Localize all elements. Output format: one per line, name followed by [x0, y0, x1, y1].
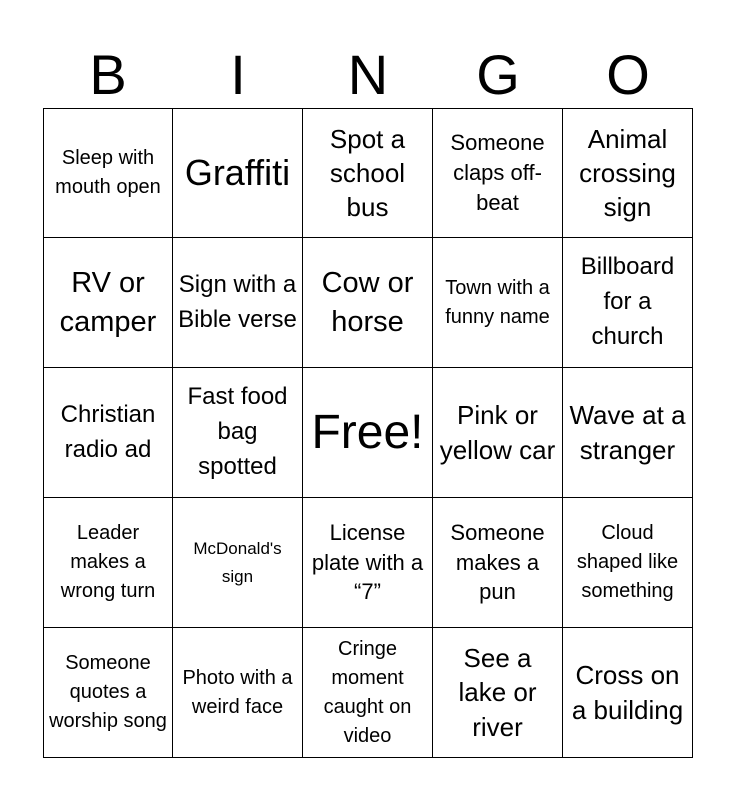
bingo-cell[interactable]: [43, 108, 173, 238]
free-space-label: Free!: [311, 405, 424, 459]
cell-label: License plate with a “7”: [311, 519, 424, 605]
bingo-cell[interactable]: [303, 108, 433, 238]
cell-label: Sleep with mouth open: [55, 147, 161, 198]
bingo-cell[interactable]: [43, 368, 173, 498]
cell-label: Spot a school bus: [329, 123, 406, 223]
cell-label: Animal crossing sign: [579, 123, 676, 223]
cell-label: Cloud shaped like something: [576, 522, 679, 602]
bingo-cell[interactable]: [43, 238, 173, 368]
bingo-cell[interactable]: [173, 498, 303, 628]
bingo-cell[interactable]: [433, 238, 563, 368]
header-letter-n: N: [347, 43, 389, 106]
cell-label: Someone claps off-beat: [450, 130, 545, 215]
bingo-cell[interactable]: [563, 108, 693, 238]
bingo-cell[interactable]: [173, 628, 303, 758]
cell-label: Someone makes a pun: [450, 519, 545, 605]
cell-label: RV or camper: [59, 266, 157, 338]
bingo-cell[interactable]: [433, 498, 563, 628]
bingo-cell[interactable]: [433, 108, 563, 238]
cell-label: Wave at a stranger: [569, 400, 686, 465]
bingo-cell[interactable]: [43, 628, 173, 758]
bingo-cell[interactable]: [563, 628, 693, 758]
header-letter-g: G: [476, 43, 520, 106]
cell-label: Leader makes a wrong turn: [60, 522, 156, 602]
bingo-cell[interactable]: [303, 498, 433, 628]
cell-label: Town with a funny name: [445, 276, 550, 328]
free-space-cell[interactable]: [303, 368, 433, 498]
cell-label: Cross on a building: [571, 660, 684, 725]
cell-label: Sign with a Bible verse: [178, 270, 297, 333]
bingo-cell[interactable]: [563, 238, 693, 368]
bingo-board: [43, 108, 693, 758]
cell-label: Graffiti: [184, 152, 291, 194]
bingo-cell[interactable]: [563, 368, 693, 498]
bingo-header: [43, 40, 693, 108]
bingo-cell[interactable]: [173, 368, 303, 498]
cell-label: Photo with a weird face: [182, 666, 293, 718]
cell-label: Pink or yellow car: [439, 400, 556, 465]
cell-label: Christian radio ad: [60, 400, 156, 463]
header-letter-b: B: [89, 43, 127, 106]
header-letter-i: I: [230, 43, 246, 106]
cell-label: Billboard for a church: [580, 253, 675, 350]
bingo-cell[interactable]: [173, 238, 303, 368]
cell-label: Cow or horse: [321, 266, 414, 338]
cell-label: Cringe moment caught on video: [323, 637, 412, 747]
bingo-cell[interactable]: [43, 498, 173, 628]
bingo-cell[interactable]: [303, 238, 433, 368]
cell-label: Fast food bag spotted: [187, 383, 288, 480]
bingo-cell[interactable]: [173, 108, 303, 238]
cell-label: McDonald's sign: [193, 539, 282, 586]
header-letter-o: O: [606, 43, 650, 106]
bingo-cell[interactable]: [433, 368, 563, 498]
cell-label: Someone quotes a worship song: [49, 652, 167, 732]
cell-label: See a lake or river: [458, 643, 537, 742]
bingo-cell[interactable]: [433, 628, 563, 758]
bingo-cell[interactable]: [303, 628, 433, 758]
bingo-cell[interactable]: [563, 498, 693, 628]
